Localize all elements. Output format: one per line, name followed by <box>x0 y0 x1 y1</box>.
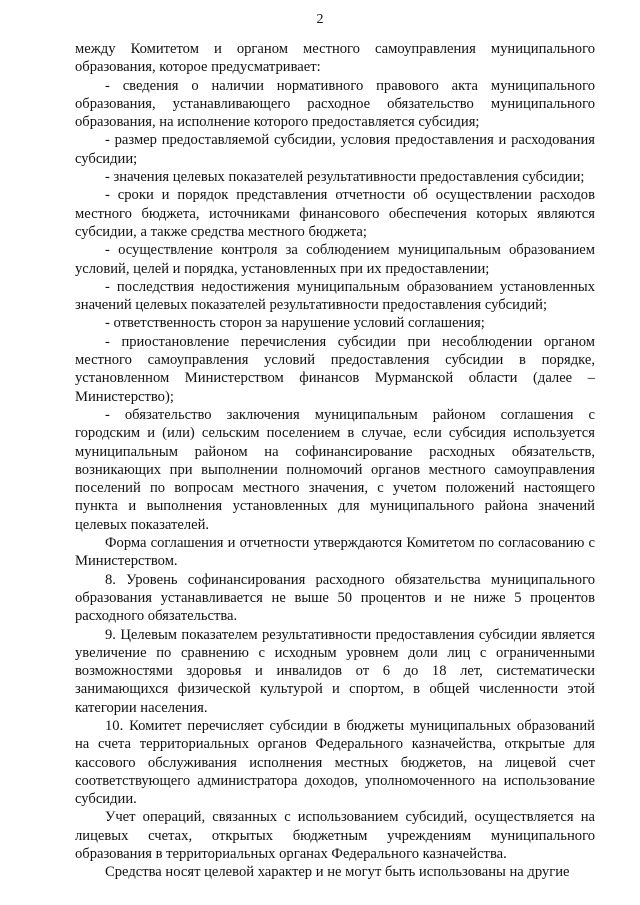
list-item-normative-act: - сведения о наличии нормативного правового акта муниципального образования, устанавливающего расходное обязательство муниципального образования, на исполнение которого предоставляется субсидия; <box>75 77 595 131</box>
page-number: 2 <box>316 12 324 27</box>
list-item-reporting: - сроки и порядок представления отчетности об осуществлении расходов местного бюджета, источниками финансового обеспечения которых являются субсидии, а также средства местного бюджета; <box>75 187 595 240</box>
list-item-responsibility: - ответственность сторон за нарушение условий соглашения; <box>105 315 485 332</box>
paragraph-agreement-form: Форма соглашения и отчетности утверждаются Комитетом по согласованию с Министерством. <box>75 535 595 570</box>
paragraph-target-funds: Средства носят целевой характер и не могут быть использованы на другие <box>105 864 570 881</box>
list-item-subsidy-size: - размер предоставляемой субсидии, условия предоставления и расходования субсидии; <box>75 132 595 167</box>
document-body <box>75 40 595 882</box>
paragraph-accounting: Учет операций, связанных с использованием субсидий, осуществляется на лицевых счетах, открытых бюджетным учреждениям муниципального образования в территориальных органах Федерального казначейства. <box>75 809 595 863</box>
list-item-target-values: - значения целевых показателей результативности предоставления субсидии; <box>105 169 585 186</box>
list-item-consequences: - последствия недостижения муниципальным образованием установленных значений целевых показателей результативности предоставления субсидий; <box>75 278 595 314</box>
list-item-control: - осуществление контроля за соблюдением муниципальным образованием условий, целей и порядка, установленных при их предоставлении; <box>75 242 595 277</box>
paragraph-item-8: 8. Уровень софинансирования расходного обязательства муниципального образования устанавливается не выше 50 процентов и не ниже 5 процентов расходного обязательства. <box>75 571 595 625</box>
paragraph-item-9: 9. Целевым показателем результативности предоставления субсидии является увеличение по сравнению с исходным уровнем доли лиц с ограниченными возможностями здоровья и инвалидов от 6 до 18 лет, систематически занимающихся физической культурой и спортом, в общей численности этой категории населения. <box>75 626 595 716</box>
list-item-suspension: - приостановление перечисления субсидии при несоблюдении органом местного самоуправления условий предоставления субсидии в порядке, установленном Министерством финансов Мурманской области (далее – Министерство); <box>75 333 595 405</box>
list-item-obligation: - обязательство заключения муниципальным районом соглашения с городским и (или) сельским поселением в случае, если субсидия используется муниципальным районом на софинансирование расходных обязательств, возникающих при выполнении полномочий органов местного самоуправления поселений по вопросам местного значения, с учетом положений настоящего пункта и выполнения установленных для муниципального района значений целевых показателей. <box>75 406 595 533</box>
paragraph-item-10: 10. Комитет перечисляет субсидии в бюджеты муниципальных образований на счета территориальных органов Федерального казначейства, открытые для кассового обслуживания исполнения местных бюджетов, на лицевой счет соответствующего администратора доходов, уполномоченного на использование субсидии. <box>75 717 595 808</box>
paragraph-continuation: между Комитетом и органом местного самоуправления муниципального образования, которое предусматривает: <box>75 41 595 76</box>
